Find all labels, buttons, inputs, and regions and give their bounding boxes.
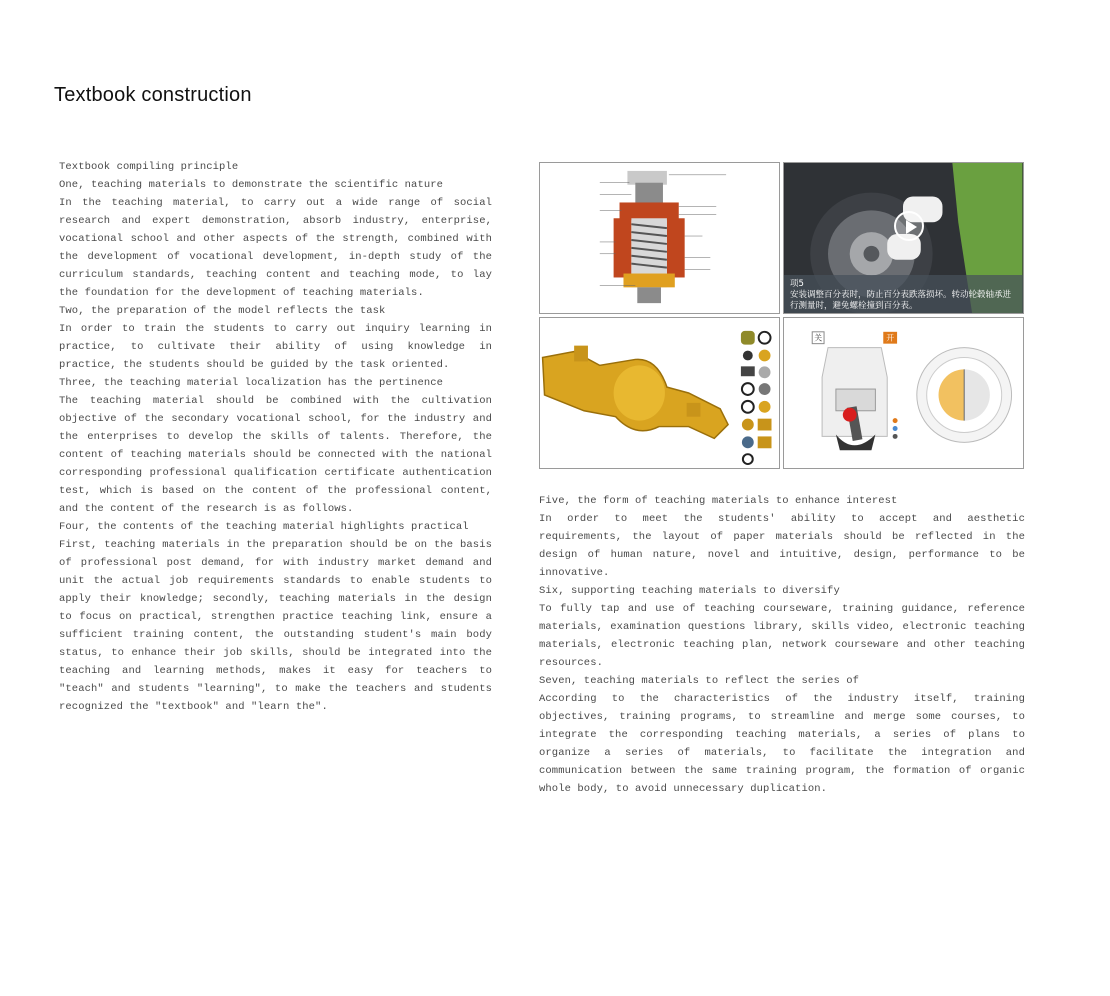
section-heading: Six, supporting teaching materials to diversify <box>539 585 840 597</box>
paragraph: In the teaching material, to carry out a wide range of social research and expert demonstration, absorb industry, enterprise, vocational school and other aspects of the strength, combined with the development of vocational development, in-depth study of the curriculum standards, teaching content and teaching mode, to lay the foundation for the development of teaching materials. <box>59 197 492 299</box>
engine-cycle-diagram <box>784 318 1023 468</box>
section-heading: One, teaching materials to demonstrate the scientific nature <box>59 179 444 191</box>
engine-cycle-image <box>783 317 1024 469</box>
cutaway-diagram-illustration <box>540 163 779 313</box>
page-title: Textbook construction <box>54 84 252 106</box>
cutaway-diagram-image <box>539 162 780 314</box>
paragraph: First, teaching materials in the preparation should be on the basis of professional post demand, for with industry market demand and unit the actual job requirements standards to enable students to apply their knowledge; secondly, teaching materials in the design to focus on practical, strengthen practice teaching link, ensure a sufficient training content, the outstanding student's main body status, to enhance their job skills, should be integrated into the teaching and learning methods, makes it easy for teachers to "teach" and students "learning", to make the teachers and students recognized the "textbook" and "learn the". <box>59 539 492 713</box>
axle-housing-illustration <box>540 318 779 468</box>
axle-housing-image <box>539 317 780 469</box>
left-text-column <box>59 158 492 716</box>
section-heading: Four, the contents of the teaching material highlights practical <box>59 521 469 533</box>
paragraph: To fully tap and use of teaching courseware, training guidance, reference materials, examination questions library, skills video, electronic teaching materials, electronic teaching plan, network courseware and other teaching resources. <box>539 603 1025 669</box>
paragraph: In order to meet the students' ability to accept and aesthetic requirements, the layout of paper materials should be reflected in the design of human nature, novel and intuitive, design, performance to be innovative. <box>539 513 1025 579</box>
valve-off-label: 关 <box>814 333 823 343</box>
paragraph: The teaching material should be combined with the cultivation objective of the secondary vocational school, for the industry and the enterprises to develop the skills of talents. Therefore, the content of teaching materials should be connected with the national corresponding professional qualification certificate authentication test, which is based on the content of the professional content, and the content of the research is as follows. <box>59 395 492 515</box>
section-heading: Seven, teaching materials to reflect the series of <box>539 675 860 687</box>
paragraph: In order to train the students to carry out inquiry learning in practice, to cultivate their ability of using knowledge in practice, the students should be guided by the task oriented. <box>59 323 492 371</box>
video-caption <box>784 275 1023 313</box>
right-text-column <box>539 492 1025 798</box>
video-still-image[interactable] <box>783 162 1024 314</box>
play-icon[interactable] <box>894 211 924 241</box>
video-caption-text: 安装调整百分表时，防止百分表跌落损坏。转动轮毂轴承进行测量时，避免螺栓撞到百分表。 <box>790 290 1012 311</box>
section-heading: Five, the form of teaching materials to enhance interest <box>539 495 898 507</box>
section-heading: Textbook compiling principle <box>59 161 239 173</box>
section-heading: Two, the preparation of the model reflects the task <box>59 305 386 317</box>
valve-on-label: 开 <box>886 333 895 343</box>
video-step-label: 项5 <box>790 279 804 289</box>
section-heading: Three, the teaching material localization has the pertinence <box>59 377 444 389</box>
paragraph: According to the characteristics of the industry itself, training objectives, training programs, to streamline and merge some courses, to integrate the corresponding teaching materials, a series of plans to organize a series of materials, to facilitate the integration and communication between the same training program, the formation of organic whole body, to avoid unnecessary duplication. <box>539 693 1025 795</box>
